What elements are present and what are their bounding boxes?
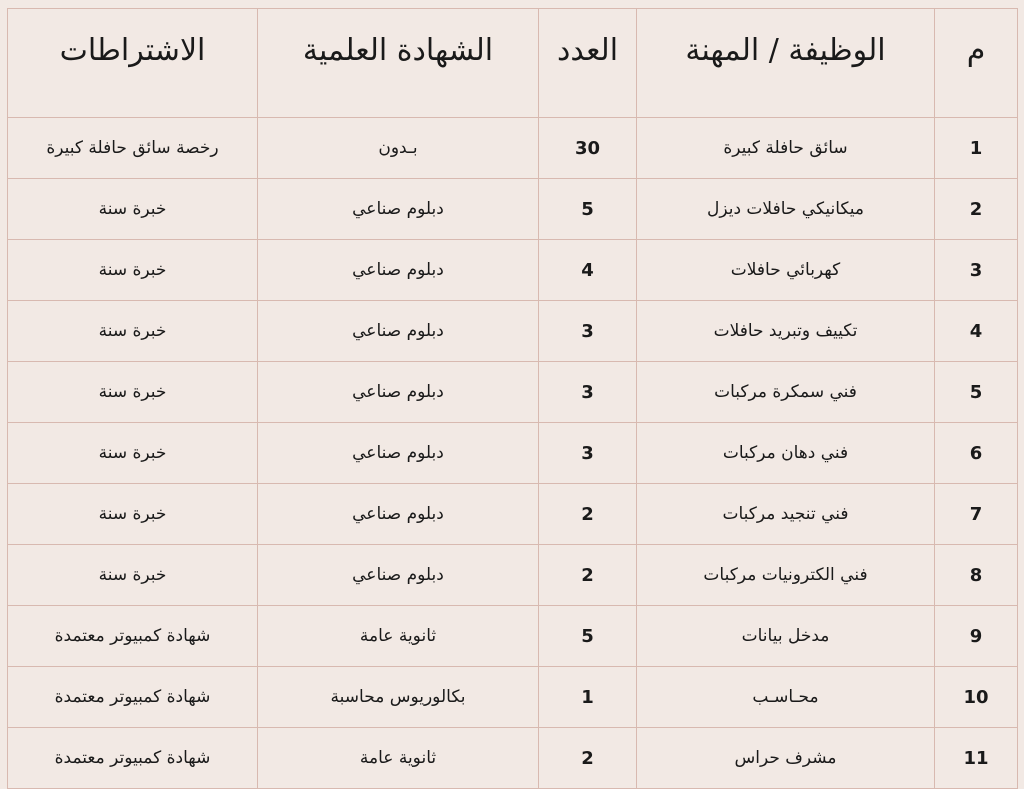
cell-requirements: شهادة كمبيوتر معتمدة [8,667,258,728]
cell-count: 5 [539,606,637,667]
header-num: م [935,9,1018,118]
table-row [8,667,1018,728]
cell-num: 9 [935,606,1018,667]
table-row [8,240,1018,301]
cell-job: محـاسـب [637,667,935,728]
cell-count: 2 [539,728,637,789]
table-row [8,118,1018,179]
cell-num: 4 [935,301,1018,362]
cell-count: 30 [539,118,637,179]
cell-degree: دبلوم صناعي [258,240,539,301]
cell-requirements: خبرة سنة [8,179,258,240]
cell-count: 3 [539,362,637,423]
cell-count: 3 [539,423,637,484]
cell-num: 8 [935,545,1018,606]
cell-job: تكييف وتبريد حافلات [637,301,935,362]
cell-requirements: خبرة سنة [8,545,258,606]
cell-requirements: خبرة سنة [8,362,258,423]
cell-requirements: خبرة سنة [8,484,258,545]
header-requirements: الاشتراطات [8,9,258,118]
jobs-table-container [7,8,1017,778]
cell-degree: ثانوية عامة [258,728,539,789]
cell-requirements: خبرة سنة [8,301,258,362]
jobs-table [7,8,1018,789]
cell-count: 1 [539,667,637,728]
table-row [8,423,1018,484]
cell-num: 11 [935,728,1018,789]
cell-num: 3 [935,240,1018,301]
cell-num: 1 [935,118,1018,179]
cell-degree: دبلوم صناعي [258,179,539,240]
cell-num: 10 [935,667,1018,728]
cell-requirements: شهادة كمبيوتر معتمدة [8,728,258,789]
cell-count: 3 [539,301,637,362]
cell-job: فني تنجيد مركبات [637,484,935,545]
cell-degree: بكالوريوس محاسبة [258,667,539,728]
cell-degree: دبلوم صناعي [258,423,539,484]
cell-requirements: رخصة سائق حافلة كبيرة [8,118,258,179]
cell-job: فني الكترونيات مركبات [637,545,935,606]
cell-job: سائق حافلة كبيرة [637,118,935,179]
cell-requirements: خبرة سنة [8,240,258,301]
cell-count: 5 [539,179,637,240]
table-row [8,606,1018,667]
header-row [8,9,1018,118]
cell-degree: دبلوم صناعي [258,484,539,545]
cell-num: 2 [935,179,1018,240]
table-body [8,118,1018,789]
cell-num: 7 [935,484,1018,545]
cell-job: كهربائي حافلات [637,240,935,301]
cell-num: 6 [935,423,1018,484]
cell-count: 2 [539,545,637,606]
cell-degree: بـدون [258,118,539,179]
cell-count: 4 [539,240,637,301]
table-row [8,728,1018,789]
table-row [8,179,1018,240]
cell-job: مدخل بيانات [637,606,935,667]
table-row [8,545,1018,606]
header-count: العدد [539,9,637,118]
table-row [8,301,1018,362]
cell-requirements: خبرة سنة [8,423,258,484]
header-job: الوظيفة / المهنة [637,9,935,118]
cell-degree: دبلوم صناعي [258,362,539,423]
table-row [8,484,1018,545]
cell-num: 5 [935,362,1018,423]
cell-job: فني سمكرة مركبات [637,362,935,423]
header-degree: الشهادة العلمية [258,9,539,118]
table-row [8,362,1018,423]
table-header [8,9,1018,118]
cell-job: ميكانيكي حافلات ديزل [637,179,935,240]
cell-degree: دبلوم صناعي [258,301,539,362]
cell-degree: ثانوية عامة [258,606,539,667]
cell-requirements: شهادة كمبيوتر معتمدة [8,606,258,667]
cell-count: 2 [539,484,637,545]
cell-job: مشرف حراس [637,728,935,789]
cell-job: فني دهان مركبات [637,423,935,484]
cell-degree: دبلوم صناعي [258,545,539,606]
